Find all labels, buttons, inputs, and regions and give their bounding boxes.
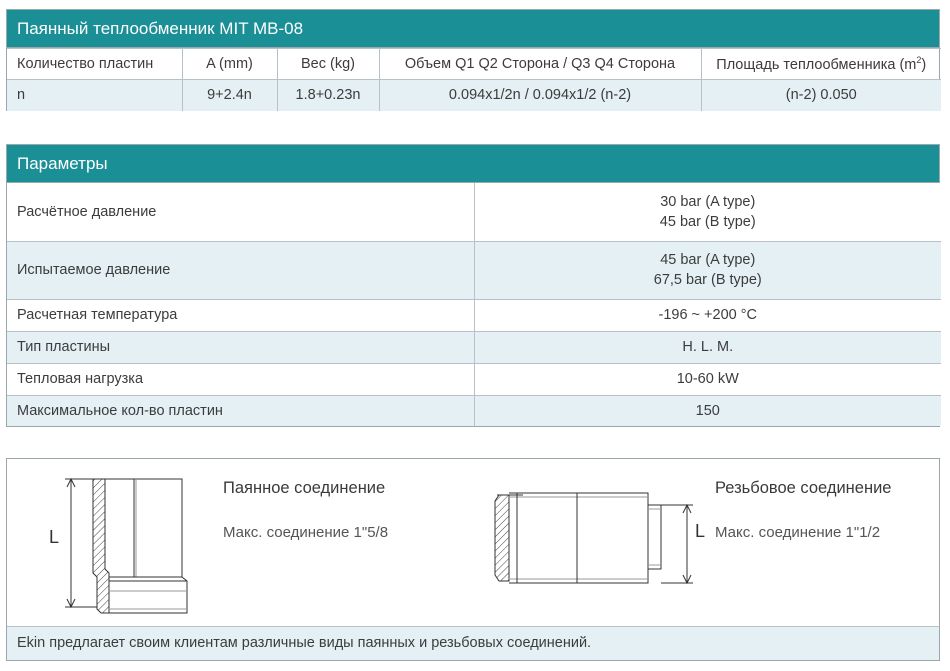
header-volume: Объем Q1 Q2 Сторона / Q3 Q4 Сторона: [379, 49, 701, 80]
params-table-panel: [6, 144, 940, 427]
header-a-mm: A (mm): [182, 49, 277, 80]
param-label: Расчётное давление: [7, 183, 474, 241]
params-row: [7, 363, 941, 395]
param-value: H. L. M.: [474, 331, 941, 363]
cell-weight: 1.8+0.23n: [277, 80, 379, 111]
params-table-title: Параметры: [7, 145, 939, 183]
thread-connection-spec: Макс. соединение 1"1/2: [715, 524, 881, 541]
params-row: [7, 241, 941, 299]
param-label: Тепловая нагрузка: [7, 363, 474, 395]
thread-dim-label: L: [695, 521, 706, 541]
cell-area: (n-2) 0.050: [701, 80, 941, 111]
params-row: [7, 395, 941, 426]
param-value: -196 ~ +200 °C: [474, 299, 941, 331]
connections-footer: Ekin предлагает своим клиентам различные виды паянных и резьбовых соединений.: [7, 626, 939, 660]
solder-connection-drawing: [37, 473, 207, 618]
param-label: Расчетная температура: [7, 299, 474, 331]
solder-connection-title: Паянное соединение: [223, 479, 386, 497]
param-value: 150: [474, 395, 941, 426]
param-value: 45 bar (A type) 67,5 bar (B type): [474, 241, 941, 299]
param-value: 30 bar (A type) 45 bar (B type): [474, 183, 941, 241]
solder-connection-spec: Макс. соединение 1"5/8: [223, 524, 389, 541]
header-area: Площадь теплообменника $(m^2)$: [701, 49, 941, 80]
spec-table-title: Паянный теплообменник MIT MB-08: [7, 10, 939, 48]
header-weight: Вес (kg): [277, 49, 379, 80]
spec-table-panel: [6, 9, 940, 111]
spec-table: [7, 48, 941, 111]
solder-dim-label: L: [49, 527, 60, 547]
connection-drawings: [7, 459, 939, 628]
connections-panel: [6, 458, 940, 661]
thread-connection-drawing: [483, 485, 713, 590]
params-row: [7, 183, 941, 241]
params-table: [7, 183, 941, 426]
param-label: Испытаемое давление: [7, 241, 474, 299]
thread-connection-title: Резьбовое соединение: [715, 479, 892, 497]
params-row: [7, 299, 941, 331]
cell-a-mm: 9+2.4n: [182, 80, 277, 111]
header-plate-count: Количество пластин: [7, 49, 182, 80]
cell-plate-count: n: [7, 80, 182, 111]
spec-table-header-row: [7, 49, 941, 80]
cell-volume: 0.094x1/2n / 0.094x1/2 (n-2): [379, 80, 701, 111]
param-value: 10-60 kW: [474, 363, 941, 395]
spec-table-row: [7, 80, 941, 111]
param-label: Максимальное кол-во пластин: [7, 395, 474, 426]
params-row: [7, 331, 941, 363]
param-label: Тип пластины: [7, 331, 474, 363]
